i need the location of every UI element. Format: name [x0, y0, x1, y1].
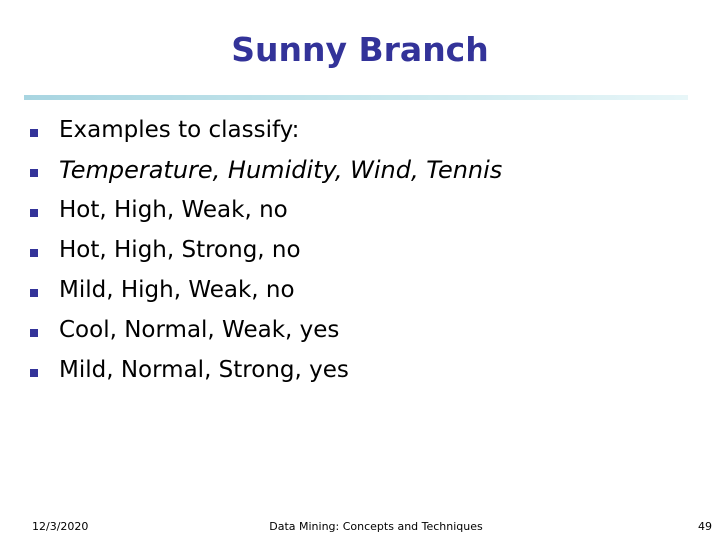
list-item	[30, 232, 690, 268]
title-divider	[24, 95, 688, 100]
list-item-text: Hot, High, Strong, no	[59, 237, 301, 263]
square-bullet-icon	[30, 169, 38, 177]
list-item	[30, 192, 690, 228]
square-bullet-icon	[30, 249, 38, 257]
square-bullet-icon	[30, 209, 38, 217]
list-item-text: Examples to classify:	[59, 117, 300, 143]
list-item	[30, 352, 690, 388]
square-bullet-icon	[30, 329, 38, 337]
square-bullet-icon	[30, 129, 38, 137]
square-bullet-icon	[30, 289, 38, 297]
list-item	[30, 152, 690, 188]
list-item-text: Cool, Normal, Weak, yes	[59, 317, 340, 343]
footer-title: Data Mining: Concepts and Techniques	[269, 520, 483, 533]
list-item-text: Mild, High, Weak, no	[59, 277, 295, 303]
square-bullet-icon	[30, 369, 38, 377]
footer-date: 12/3/2020	[32, 520, 89, 533]
page-number: 49	[698, 520, 712, 533]
list-item	[30, 312, 690, 348]
list-item	[30, 272, 690, 308]
list-item	[30, 112, 690, 148]
list-item-text: Temperature, Humidity, Wind, Tennis	[59, 156, 503, 184]
slide-title: Sunny Branch	[231, 30, 489, 69]
list-item-text: Mild, Normal, Strong, yes	[59, 357, 349, 383]
list-item-text: Hot, High, Weak, no	[59, 197, 288, 223]
